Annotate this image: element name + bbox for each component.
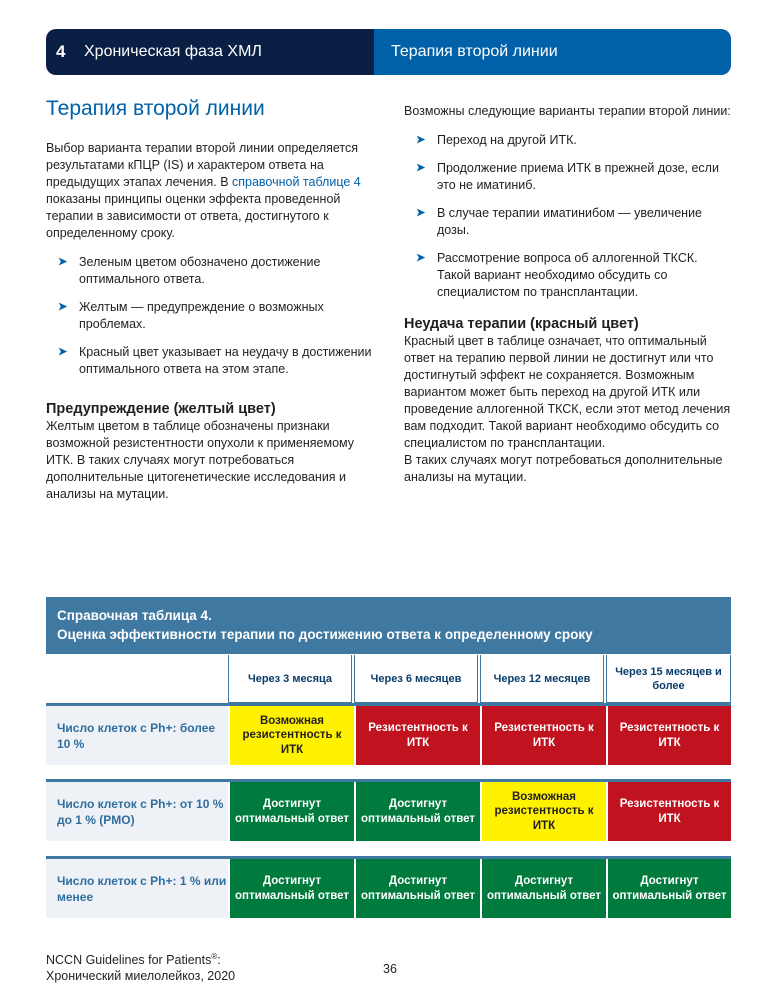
- table-title-line1: Справочная таблица 4.: [57, 608, 212, 623]
- table-cell: Достигнут оптимальный ответ: [356, 782, 480, 841]
- chapter-header: [46, 29, 731, 75]
- row-label: Число клеток с Ph+: 1 % или менее: [46, 859, 228, 918]
- color-legend-list: [46, 254, 376, 378]
- table-cell: Достигнут оптимальный ответ: [608, 859, 731, 918]
- table-cell: Резистентность к ИТК: [482, 706, 606, 765]
- list-item: ➤ Зеленым цветом обозначено достижение оптимального ответа.: [58, 255, 321, 286]
- intro-text-1: Выбор варианта терапии второй линии определяется результатами кПЦР (IS) и характером ответа на предыдущих этапах лечения. В: [46, 141, 359, 189]
- footer-line2: Хронический миелолейкоз, 2020: [46, 969, 236, 984]
- chapter-title: Хроническая фаза ХМЛ: [84, 43, 262, 60]
- left-column: [46, 96, 376, 503]
- chevron-right-icon: ➤: [416, 162, 426, 174]
- chevron-right-icon: ➤: [58, 301, 68, 313]
- table-title: [46, 597, 731, 654]
- table-cell: Достигнут оптимальный ответ: [230, 782, 354, 841]
- table-cell: Резистентность к ИТК: [608, 782, 731, 841]
- chevron-right-icon: ➤: [416, 134, 426, 146]
- row-label: Число клеток с Ph+: более 10 %: [46, 706, 228, 765]
- table-column-headers: [228, 655, 731, 703]
- table-cell: Возможная резистентность к ИТК: [482, 782, 606, 841]
- table-cell: Резистентность к ИТК: [356, 706, 480, 765]
- footer: [46, 949, 235, 984]
- page-title: Терапия второй линии: [46, 97, 265, 120]
- failure-heading: Неудача терапии (красный цвет): [404, 316, 639, 332]
- column-header: Через 12 месяцев: [480, 655, 604, 703]
- chevron-right-icon: ➤: [416, 207, 426, 219]
- table-cell: Резистентность к ИТК: [608, 706, 731, 765]
- list-item: ➤ Продолжение приема ИТК в прежней дозе, если это не иматиниб.: [416, 161, 719, 192]
- list-item: ➤ Желтым — предупреждение о возможных проблемах.: [58, 300, 324, 331]
- table-row: [46, 856, 731, 918]
- table-reference-link[interactable]: справочной таблице 4: [232, 175, 361, 189]
- table-row: [46, 703, 731, 765]
- page-number: 36: [383, 962, 397, 976]
- warning-paragraph: Желтым цветом в таблице обозначены признаки возможной резистентности опухоли к применяемому ИТК. В таких случаях могут потребоваться дополнительные цитогенетические исследования и анализы на мутации.: [46, 419, 355, 501]
- failure-paragraph-2: В таких случаях могут потребоваться дополнительные анализы на мутации.: [404, 453, 723, 484]
- table-title-line2: Оценка эффективности терапии по достижению ответа к определенному сроку: [57, 627, 593, 642]
- table-cell: Достигнут оптимальный ответ: [482, 859, 606, 918]
- column-header: Через 3 месяца: [228, 655, 352, 703]
- chapter-number: 4: [56, 42, 66, 61]
- table-cell: Достигнут оптимальный ответ: [356, 859, 480, 918]
- list-item: ➤ Красный цвет указывает на неудачу в достижении оптимального ответа на этом этапе.: [58, 345, 372, 376]
- list-item: ➤ В случае терапии иматинибом — увеличение дозы.: [416, 206, 703, 237]
- table-cell: Достигнут оптимальный ответ: [230, 859, 354, 918]
- warning-heading: Предупреждение (желтый цвет): [46, 401, 276, 417]
- registered-mark: ®: [211, 952, 218, 961]
- table-cell: Возможная резистентность к ИТК: [230, 706, 354, 765]
- row-label: Число клеток с Ph+: от 10 % до 1 % (PMO): [46, 782, 228, 841]
- list-item: ➤ Рассмотрение вопроса об аллогенной ТКСК. Такой вариант необходимо обсудить со специалистом по трансплантации.: [416, 251, 698, 299]
- chapter-header-left: [46, 29, 374, 75]
- chevron-right-icon: ➤: [416, 252, 426, 264]
- section-header: Терапия второй линии: [374, 29, 731, 75]
- table-row: [46, 779, 731, 841]
- intro-text-2: показаны принципы оценки эффекта проведенной терапии в зависимости от ответа, достигнутого к определенному сроку.: [46, 192, 341, 240]
- options-list: [404, 132, 734, 301]
- options-intro: Возможны следующие варианты терапии второй линии:: [404, 104, 731, 118]
- chevron-right-icon: ➤: [58, 256, 68, 268]
- column-header: Через 15 месяцев и более: [606, 655, 731, 703]
- right-column: [404, 103, 734, 486]
- failure-paragraph: Красный цвет в таблице означает, что оптимальный ответ на терапию первой линии не достигнут или что достигнутый эффект не сохраняется. Возможным вариантом может быть переход на другой ИТК или проведение аллогенной ТКСК, если этот метод лечения вам подходит. Такой вариант необходимо обсудить со специалистом по трансплантации.: [404, 334, 731, 450]
- footer-line1: NCCN Guidelines for Patients®:: [46, 952, 221, 968]
- column-header: Через 6 месяцев: [354, 655, 478, 703]
- list-item: ➤ Переход на другой ИТК.: [416, 133, 577, 147]
- chevron-right-icon: ➤: [58, 346, 68, 358]
- intro-paragraph: [46, 140, 376, 242]
